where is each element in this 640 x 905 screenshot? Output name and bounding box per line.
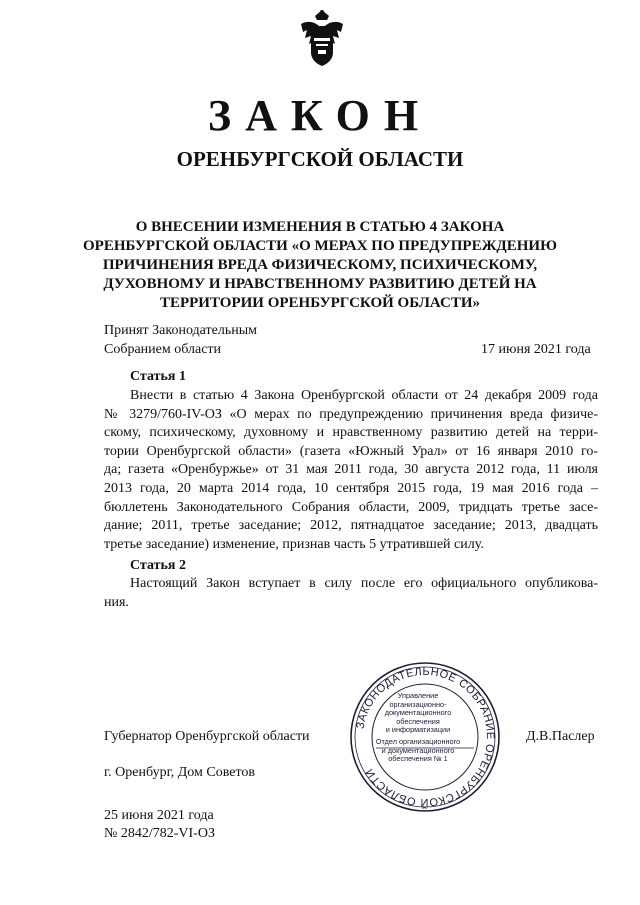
article-line: дание; 2011, третье заседание; 2012, пятнадцатое заседание; 2013, двадцать — [104, 518, 598, 534]
subject-line: ОРЕНБУРГСКОЙ ОБЛАСТИ «О МЕРАХ ПО ПРЕДУПРЕЖДЕНИЮ — [83, 238, 557, 254]
governor-name: Д.В.Паслер — [526, 729, 595, 744]
seal-line: документационного — [384, 708, 452, 718]
accepted-line-2: Собранием области — [104, 341, 222, 357]
article-2-heading: Статья 2 — [130, 558, 186, 573]
article-line: Внести в статью 4 Закона Оренбургской области от 24 декабря 2009 года — [130, 388, 598, 403]
seal-inner-text — [372, 692, 464, 764]
article-line: третье заседание) изменение, признав часть 5 утратившей силу. — [104, 536, 484, 552]
subject-line: ДУХОВНОМУ И НРАВСТВЕННОМУ РАЗВИТИЮ ДЕТЕЙ НА — [103, 276, 537, 292]
article-line: ния. — [104, 594, 129, 610]
coat-of-arms-icon — [297, 8, 347, 70]
seal-line: и документационного — [381, 745, 455, 755]
article-2-text — [104, 575, 598, 612]
subject-line: ТЕРРИТОРИИ ОРЕНБУРГСКОЙ ОБЛАСТИ» — [159, 295, 481, 311]
article-line: да; газета «Оренбуржье» от 31 мая 2011 года, 30 августа 2012 года, 11 июля — [104, 462, 598, 478]
svg-text:ЗАКОНОДАТЕЛЬНОЕ СОБРАНИЕ ОРЕНБ: ЗАКОНОДАТЕЛЬНОЕ СОБРАНИЕ ОРЕНБУРГСКОЙ ОБЛАСТИ — [354, 665, 497, 809]
seal-line: Отдел организационного — [375, 736, 461, 746]
article-line: 2013 года, 20 марта 2014 года, 10 сентября 2015 года, 19 мая 2016 года – — [104, 480, 598, 496]
article-1-text — [104, 387, 598, 554]
article-1-heading: Статья 1 — [130, 369, 186, 384]
article-line: бюллетень Законодательного Собрания области, 2009, тридцать третье засе- — [104, 499, 598, 515]
article-line: № 3279/760-IV-ОЗ «О мерах по предупреждению причинения вреда физиче- — [104, 406, 598, 422]
article-line: скому, психическому, духовному и нравственному развитию детей на терри- — [104, 425, 598, 441]
seal-line: Управление — [397, 691, 439, 700]
article-line: тории Оренбургской области» (газета «Южный Урал» от 16 января 2010 го- — [104, 443, 598, 459]
subject-line: О ВНЕСЕНИИ ИЗМЕНЕНИЯ В СТАТЬЮ 4 ЗАКОНА — [135, 219, 505, 235]
subject-line: ПРИЧИНЕНИЯ ВРЕДА ФИЗИЧЕСКОМУ, ПСИХИЧЕСКОМУ, — [102, 257, 538, 273]
accepted-line-1: Принят Законодательным — [104, 323, 257, 338]
seal-line: обеспечения № 1 — [388, 754, 448, 764]
accepted-date: 17 июня 2021 года — [481, 342, 591, 357]
law-number: № 2842/782-VI-ОЗ — [104, 826, 215, 841]
seal-line: обеспечения — [396, 716, 440, 726]
seal-line: и информатизации — [385, 725, 451, 735]
signing-place: г. Оренбург, Дом Советов — [104, 765, 255, 780]
document-title: ЗАКОН — [207, 91, 433, 140]
seal-line: организационно- — [389, 699, 447, 709]
governor-position: Губернатор Оренбургской области — [104, 729, 310, 744]
law-subject — [0, 218, 640, 313]
accepted-by — [104, 322, 257, 359]
region-title: ОРЕНБУРГСКОЙ ОБЛАСТИ — [176, 147, 464, 171]
signed-date: 25 июня 2021 года — [104, 808, 214, 823]
article-line: Настоящий Закон вступает в силу после его официального опубликова- — [130, 576, 598, 591]
